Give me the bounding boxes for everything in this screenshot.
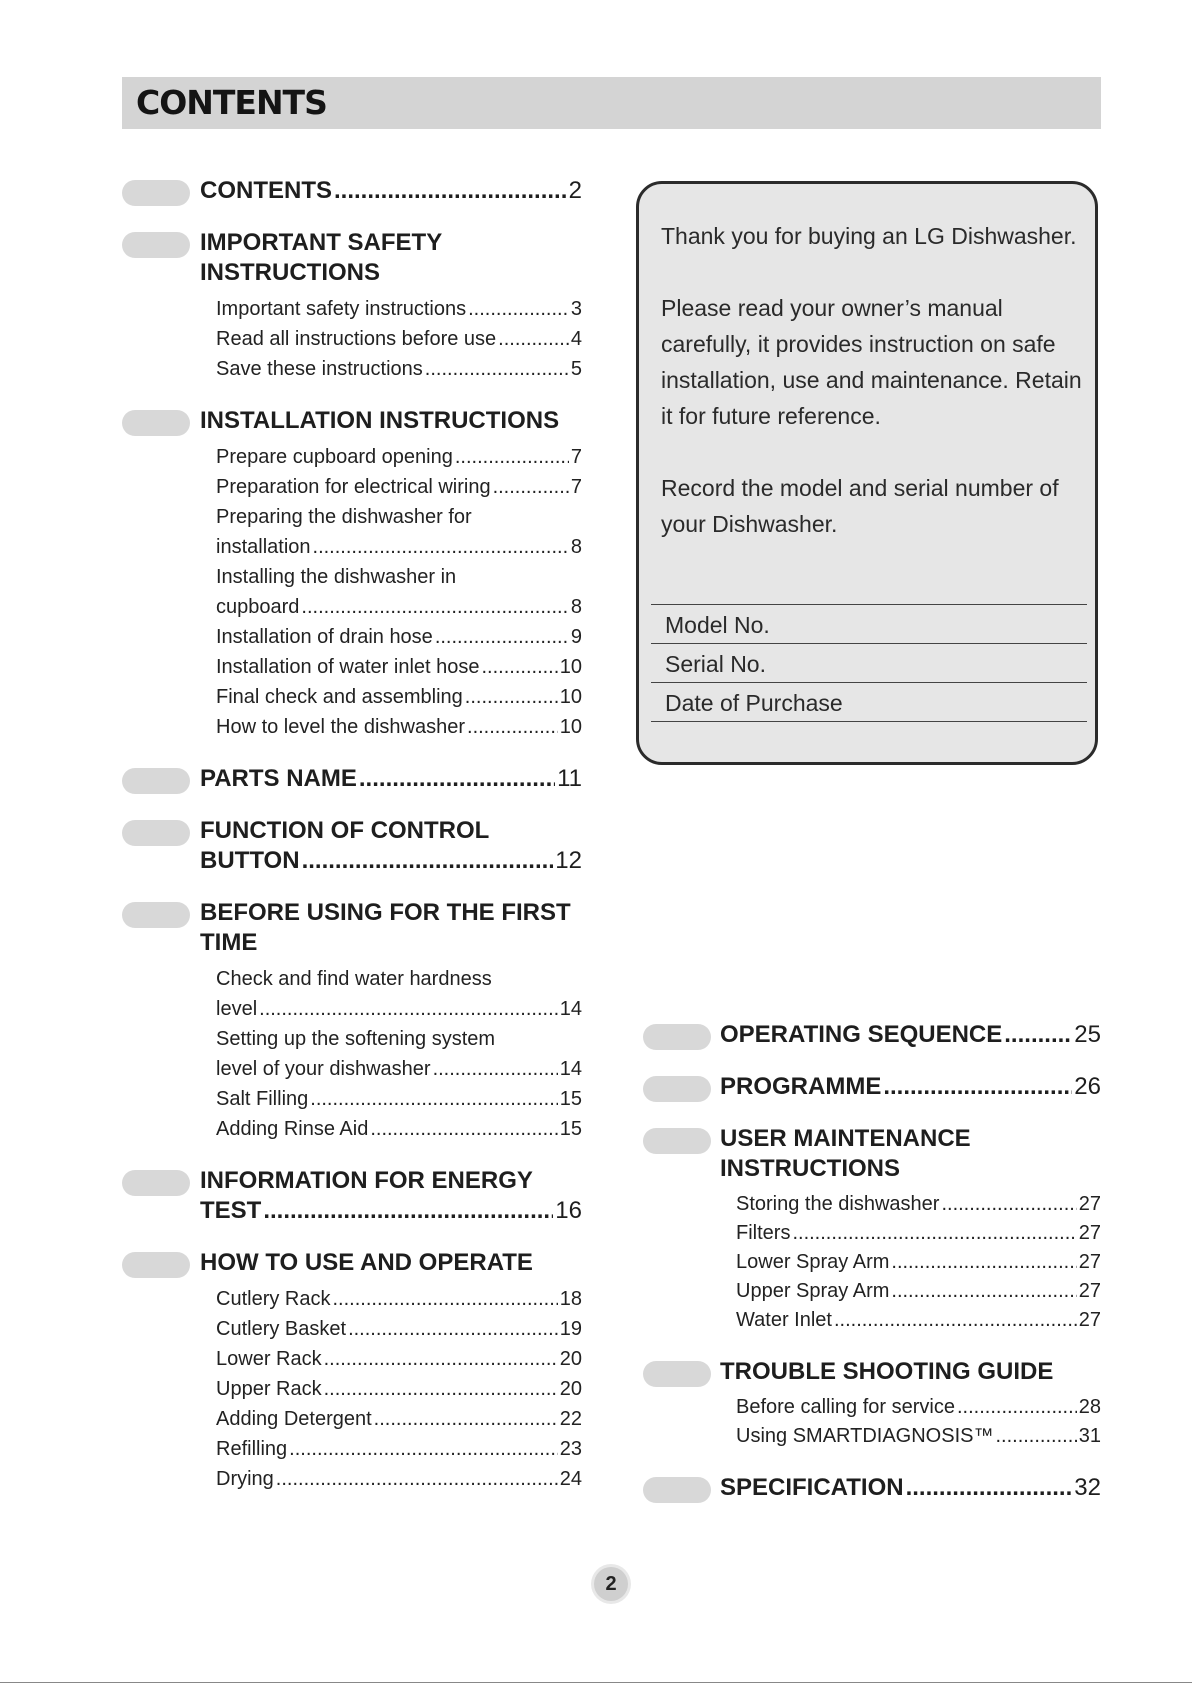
toc-item-label: How to level the dishwasher bbox=[216, 716, 466, 738]
toc-item-page: 19 bbox=[559, 1318, 582, 1340]
toc-item-leader bbox=[455, 442, 569, 472]
section-title-leader bbox=[359, 764, 555, 794]
toc-item-leader bbox=[493, 472, 569, 502]
toc-item-leader bbox=[348, 1314, 558, 1344]
section-title: HOW TO USE AND OPERATE bbox=[200, 1249, 533, 1276]
section-title-page: 25 bbox=[1074, 1021, 1101, 1048]
section-title: INSTALLATION INSTRUCTIONS bbox=[200, 407, 560, 434]
section-title: TROUBLE SHOOTING GUIDE bbox=[720, 1358, 1054, 1385]
section-marker bbox=[122, 1252, 190, 1278]
toc-item-label: Cutlery Basket bbox=[216, 1318, 347, 1340]
toc-item-leader bbox=[941, 1190, 1076, 1219]
section-items bbox=[216, 294, 582, 384]
toc-item-leader bbox=[482, 652, 558, 682]
toc-item-page: 15 bbox=[559, 1118, 582, 1140]
toc-item bbox=[216, 354, 582, 384]
section-marker bbox=[122, 902, 190, 928]
toc-item bbox=[736, 1248, 1101, 1277]
toc-item-label: level bbox=[216, 998, 258, 1020]
section-marker bbox=[643, 1128, 711, 1154]
toc-item-label: Using SMARTDIAGNOSIS™ bbox=[736, 1425, 994, 1447]
toc-item-label: Read all instructions before use bbox=[216, 328, 497, 350]
toc-item bbox=[216, 1344, 582, 1374]
toc-item-label: Final check and assembling bbox=[216, 686, 463, 708]
toc-item-leader bbox=[374, 1404, 558, 1434]
section-items bbox=[216, 442, 582, 742]
toc-item-label: Water Inlet bbox=[736, 1309, 832, 1331]
toc-item bbox=[216, 1434, 582, 1464]
section-title-leader bbox=[334, 176, 567, 206]
section-title-label: BUTTON bbox=[200, 847, 300, 874]
record-text: Record the model and serial number of your Dishwasher. bbox=[661, 475, 1059, 537]
page-number: 2 bbox=[594, 1567, 628, 1601]
toc-section-how-to-use-and-operate bbox=[122, 1248, 582, 1494]
toc-item-page: 27 bbox=[1078, 1251, 1101, 1273]
toc-section-programme bbox=[643, 1072, 1101, 1102]
toc-item-leader bbox=[435, 622, 569, 652]
section-items bbox=[736, 1190, 1101, 1335]
record-fields bbox=[651, 604, 1087, 722]
toc-item-line1: Setting up the softening system bbox=[216, 1028, 496, 1050]
section-title: USER MAINTENANCE INSTRUCTIONS bbox=[720, 1125, 971, 1182]
toc-item-page: 27 bbox=[1078, 1280, 1101, 1302]
toc-item bbox=[216, 1314, 582, 1344]
toc-item-page: 7 bbox=[570, 446, 582, 468]
toc-item-leader bbox=[310, 1084, 557, 1114]
section-title: BEFORE USING FOR THE FIRST TIME bbox=[200, 899, 571, 956]
section-title-leader bbox=[263, 1196, 553, 1226]
toc-section-trouble-shooting-guide bbox=[643, 1357, 1101, 1451]
section-title: IMPORTANT SAFETY INSTRUCTIONS bbox=[200, 229, 442, 286]
toc-section-operating-sequence bbox=[643, 1020, 1101, 1050]
toc-section-important-safety-instructions bbox=[122, 228, 582, 384]
section-title-label: PROGRAMME bbox=[720, 1073, 882, 1100]
toc-item-label: Salt Filling bbox=[216, 1088, 309, 1110]
section-title-page: 12 bbox=[555, 847, 582, 874]
bottom-rule bbox=[0, 1682, 1192, 1683]
toc-item-leader bbox=[425, 354, 569, 384]
model-number-field: Model No. bbox=[651, 605, 1087, 644]
toc-item-page: 10 bbox=[559, 716, 582, 738]
toc-item-page: 14 bbox=[559, 998, 582, 1020]
toc-item-leader bbox=[259, 994, 558, 1024]
toc-item-page: 10 bbox=[559, 686, 582, 708]
toc-item-label: level of your dishwasher bbox=[216, 1058, 431, 1080]
section-title bbox=[200, 176, 582, 206]
section-title-page: 2 bbox=[568, 177, 582, 204]
toc-item bbox=[216, 532, 582, 562]
toc-item bbox=[736, 1393, 1101, 1422]
toc-item-page: 7 bbox=[570, 476, 582, 498]
section-title-page: 16 bbox=[555, 1197, 582, 1224]
section-items bbox=[216, 1284, 582, 1494]
toc-item bbox=[216, 472, 582, 502]
section-marker bbox=[122, 768, 190, 794]
toc-item-page: 31 bbox=[1078, 1425, 1101, 1447]
toc-item-page: 3 bbox=[570, 298, 582, 320]
toc-item-label: Refilling bbox=[216, 1438, 288, 1460]
toc-item-label: Lower Spray Arm bbox=[736, 1251, 890, 1273]
toc-item-label: Installation of drain hose bbox=[216, 626, 433, 648]
toc-item-page: 20 bbox=[559, 1378, 582, 1400]
toc-item-line1: Check and find water hardness bbox=[216, 968, 492, 990]
toc-item-label: Installation of water inlet hose bbox=[216, 656, 480, 678]
toc-item-page: 5 bbox=[570, 358, 582, 380]
toc-section-installation-instructions bbox=[122, 406, 582, 742]
toc-item-label: Preparation for electrical wiring bbox=[216, 476, 491, 498]
section-title-line1: FUNCTION OF CONTROL bbox=[200, 817, 490, 844]
toc-item bbox=[736, 1219, 1101, 1248]
toc-item-page: 4 bbox=[570, 328, 582, 350]
toc-item-page: 20 bbox=[559, 1348, 582, 1370]
info-box bbox=[636, 181, 1098, 765]
toc-item-leader bbox=[834, 1306, 1077, 1335]
toc-right-column bbox=[643, 1020, 1101, 1525]
contents-header-bar bbox=[122, 77, 1101, 129]
toc-item-leader bbox=[891, 1248, 1076, 1277]
toc-item-label: Upper Rack bbox=[216, 1378, 322, 1400]
toc-item-leader bbox=[289, 1434, 558, 1464]
toc-item bbox=[736, 1422, 1101, 1451]
toc-item-leader bbox=[891, 1277, 1076, 1306]
toc-item-leader bbox=[957, 1393, 1077, 1422]
toc-item-label: Save these instructions bbox=[216, 358, 423, 380]
toc-item bbox=[736, 1190, 1101, 1219]
section-title-label: SPECIFICATION bbox=[720, 1474, 904, 1501]
toc-section-parts-name bbox=[122, 764, 582, 794]
toc-item-leader bbox=[301, 592, 568, 622]
toc-item-page: 8 bbox=[570, 596, 582, 618]
toc-item bbox=[216, 652, 582, 682]
toc-item-label: Adding Rinse Aid bbox=[216, 1118, 369, 1140]
section-items bbox=[216, 964, 582, 1144]
toc-item bbox=[216, 1284, 582, 1314]
toc-item-leader bbox=[313, 532, 569, 562]
toc-item-page: 18 bbox=[559, 1288, 582, 1310]
page-title: CONTENTS bbox=[136, 83, 327, 122]
section-title bbox=[720, 1072, 1101, 1102]
toc-item-line1: Preparing the dishwasher for bbox=[216, 506, 472, 528]
toc-item bbox=[216, 324, 582, 354]
section-title-label: TEST bbox=[200, 1197, 262, 1224]
info-text bbox=[661, 218, 1091, 578]
toc-item-label: Before calling for service bbox=[736, 1396, 955, 1418]
section-title-page: 26 bbox=[1074, 1073, 1101, 1100]
toc-section-button bbox=[122, 816, 582, 876]
toc-item bbox=[736, 1306, 1101, 1335]
toc-section-specification bbox=[643, 1473, 1101, 1503]
section-marker bbox=[122, 232, 190, 258]
toc-item-page: 27 bbox=[1078, 1309, 1101, 1331]
toc-item-leader bbox=[324, 1344, 558, 1374]
toc-section-test bbox=[122, 1166, 582, 1226]
toc-item bbox=[216, 1084, 582, 1114]
toc-item-leader bbox=[370, 1114, 557, 1144]
section-title bbox=[200, 764, 582, 794]
section-marker bbox=[122, 410, 190, 436]
section-marker bbox=[643, 1076, 711, 1102]
toc-item-label: Prepare cupboard opening bbox=[216, 446, 453, 468]
toc-item-label: Lower Rack bbox=[216, 1348, 322, 1370]
toc-item-page: 14 bbox=[559, 1058, 582, 1080]
section-title-line1: INFORMATION FOR ENERGY bbox=[200, 1167, 533, 1194]
toc-item-leader bbox=[324, 1374, 558, 1404]
toc-left-column bbox=[122, 176, 582, 1516]
toc-item bbox=[216, 1374, 582, 1404]
toc-item bbox=[216, 1464, 582, 1494]
toc-item-page: 9 bbox=[570, 626, 582, 648]
section-marker bbox=[122, 180, 190, 206]
section-marker bbox=[643, 1477, 711, 1503]
section-marker bbox=[122, 820, 190, 846]
thanks-text: Thank you for buying an LG Dishwasher. bbox=[661, 223, 1077, 249]
section-title-page: 32 bbox=[1074, 1474, 1101, 1501]
toc-item-leader bbox=[332, 1284, 557, 1314]
section-title bbox=[720, 1020, 1101, 1050]
toc-item-leader bbox=[276, 1464, 558, 1494]
toc-item-label: Drying bbox=[216, 1468, 274, 1490]
date-of-purchase-field: Date of Purchase bbox=[651, 683, 1087, 722]
toc-item bbox=[216, 1114, 582, 1144]
toc-item-leader bbox=[433, 1054, 558, 1084]
toc-item-page: 27 bbox=[1078, 1222, 1101, 1244]
toc-item-leader bbox=[792, 1219, 1076, 1248]
toc-item bbox=[736, 1277, 1101, 1306]
section-title bbox=[200, 846, 582, 876]
toc-item-leader bbox=[498, 324, 569, 354]
toc-item-label: Storing the dishwasher bbox=[736, 1193, 940, 1215]
toc-item bbox=[216, 294, 582, 324]
toc-item bbox=[216, 682, 582, 712]
section-title-leader bbox=[883, 1072, 1072, 1102]
section-title-label: CONTENTS bbox=[200, 177, 332, 204]
section-title-leader bbox=[302, 846, 554, 876]
section-marker bbox=[643, 1361, 711, 1387]
toc-section-contents bbox=[122, 176, 582, 206]
section-marker bbox=[643, 1024, 711, 1050]
toc-item-line1: Installing the dishwasher in bbox=[216, 566, 457, 588]
read-manual-text: Please read your owner’s manual carefully, it provides instruction on safe installation, use and maintenance. Retain it for future reference. bbox=[661, 295, 1082, 429]
toc-section-before-using-for-the-first-time bbox=[122, 898, 582, 1144]
toc-item bbox=[216, 712, 582, 742]
section-title bbox=[200, 1196, 582, 1226]
toc-item-page: 22 bbox=[559, 1408, 582, 1430]
toc-item bbox=[216, 622, 582, 652]
toc-section-user-maintenance-instructions bbox=[643, 1124, 1101, 1335]
toc-item-page: 10 bbox=[559, 656, 582, 678]
toc-item-page: 24 bbox=[559, 1468, 582, 1490]
toc-item bbox=[216, 592, 582, 622]
toc-item-label: cupboard bbox=[216, 596, 300, 618]
toc-item-page: 27 bbox=[1078, 1193, 1101, 1215]
toc-item-page: 8 bbox=[570, 536, 582, 558]
toc-item-label: Cutlery Rack bbox=[216, 1288, 331, 1310]
toc-item-page: 23 bbox=[559, 1438, 582, 1460]
serial-number-field: Serial No. bbox=[651, 644, 1087, 683]
toc-item-label: installation bbox=[216, 536, 311, 558]
toc-item bbox=[216, 994, 582, 1024]
section-title-leader bbox=[906, 1473, 1073, 1503]
section-items bbox=[736, 1393, 1101, 1451]
section-title bbox=[720, 1473, 1101, 1503]
toc-item-leader bbox=[468, 294, 569, 324]
toc-item-label: Upper Spray Arm bbox=[736, 1280, 890, 1302]
section-title-leader bbox=[1004, 1020, 1072, 1050]
toc-item-label: Filters bbox=[736, 1222, 791, 1244]
section-title-label: OPERATING SEQUENCE bbox=[720, 1021, 1003, 1048]
toc-item bbox=[216, 1404, 582, 1434]
toc-item-page: 28 bbox=[1078, 1396, 1101, 1418]
toc-item-leader bbox=[465, 682, 558, 712]
toc-item bbox=[216, 1054, 582, 1084]
section-title-label: PARTS NAME bbox=[200, 765, 357, 792]
toc-item-leader bbox=[467, 712, 558, 742]
toc-item bbox=[216, 442, 582, 472]
toc-item-leader bbox=[995, 1422, 1076, 1451]
section-marker bbox=[122, 1170, 190, 1196]
toc-item-label: Important safety instructions bbox=[216, 298, 467, 320]
toc-item-page: 15 bbox=[559, 1088, 582, 1110]
section-title-page: 11 bbox=[557, 765, 582, 792]
toc-item-label: Adding Detergent bbox=[216, 1408, 372, 1430]
